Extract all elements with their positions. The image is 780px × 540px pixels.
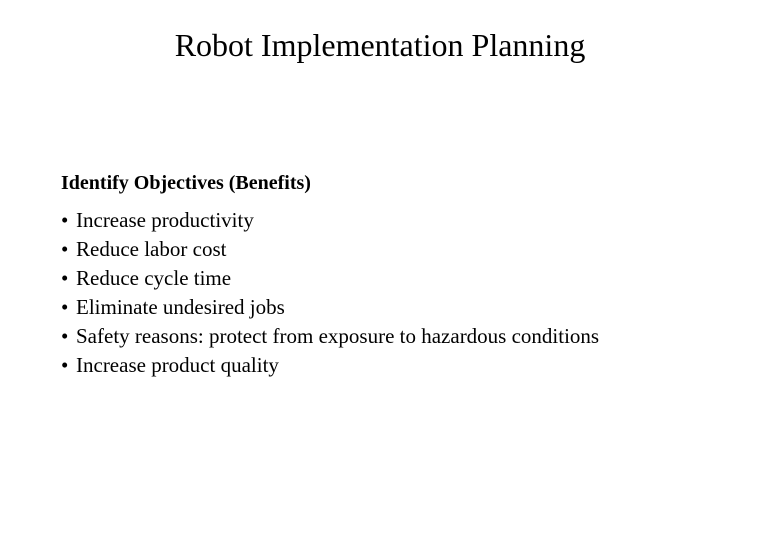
list-item-text: Increase product quality	[76, 353, 279, 377]
list-item	[61, 322, 599, 351]
list-item-text: Eliminate undesired jobs	[76, 295, 285, 319]
section-subheading: Identify Objectives (Benefits)	[61, 172, 311, 194]
list-item-text: Reduce cycle time	[76, 266, 232, 290]
bullet-icon: •	[61, 266, 69, 290]
bullet-icon: •	[61, 353, 69, 377]
objectives-list	[61, 206, 599, 380]
list-item	[61, 351, 599, 380]
bullet-icon: •	[61, 208, 69, 232]
bullet-icon: •	[61, 324, 69, 348]
list-item-text: Safety reasons: protect from exposure to hazardous conditions	[76, 324, 600, 348]
list-item	[61, 264, 599, 293]
list-item-text: Increase productivity	[76, 208, 254, 232]
bullet-icon: •	[61, 237, 69, 261]
bullet-icon: •	[61, 295, 69, 319]
list-item	[61, 235, 599, 264]
slide-title: Robot Implementation Planning	[174, 27, 586, 63]
list-item	[61, 206, 599, 235]
list-item	[61, 293, 599, 322]
list-item-text: Reduce labor cost	[76, 237, 227, 261]
